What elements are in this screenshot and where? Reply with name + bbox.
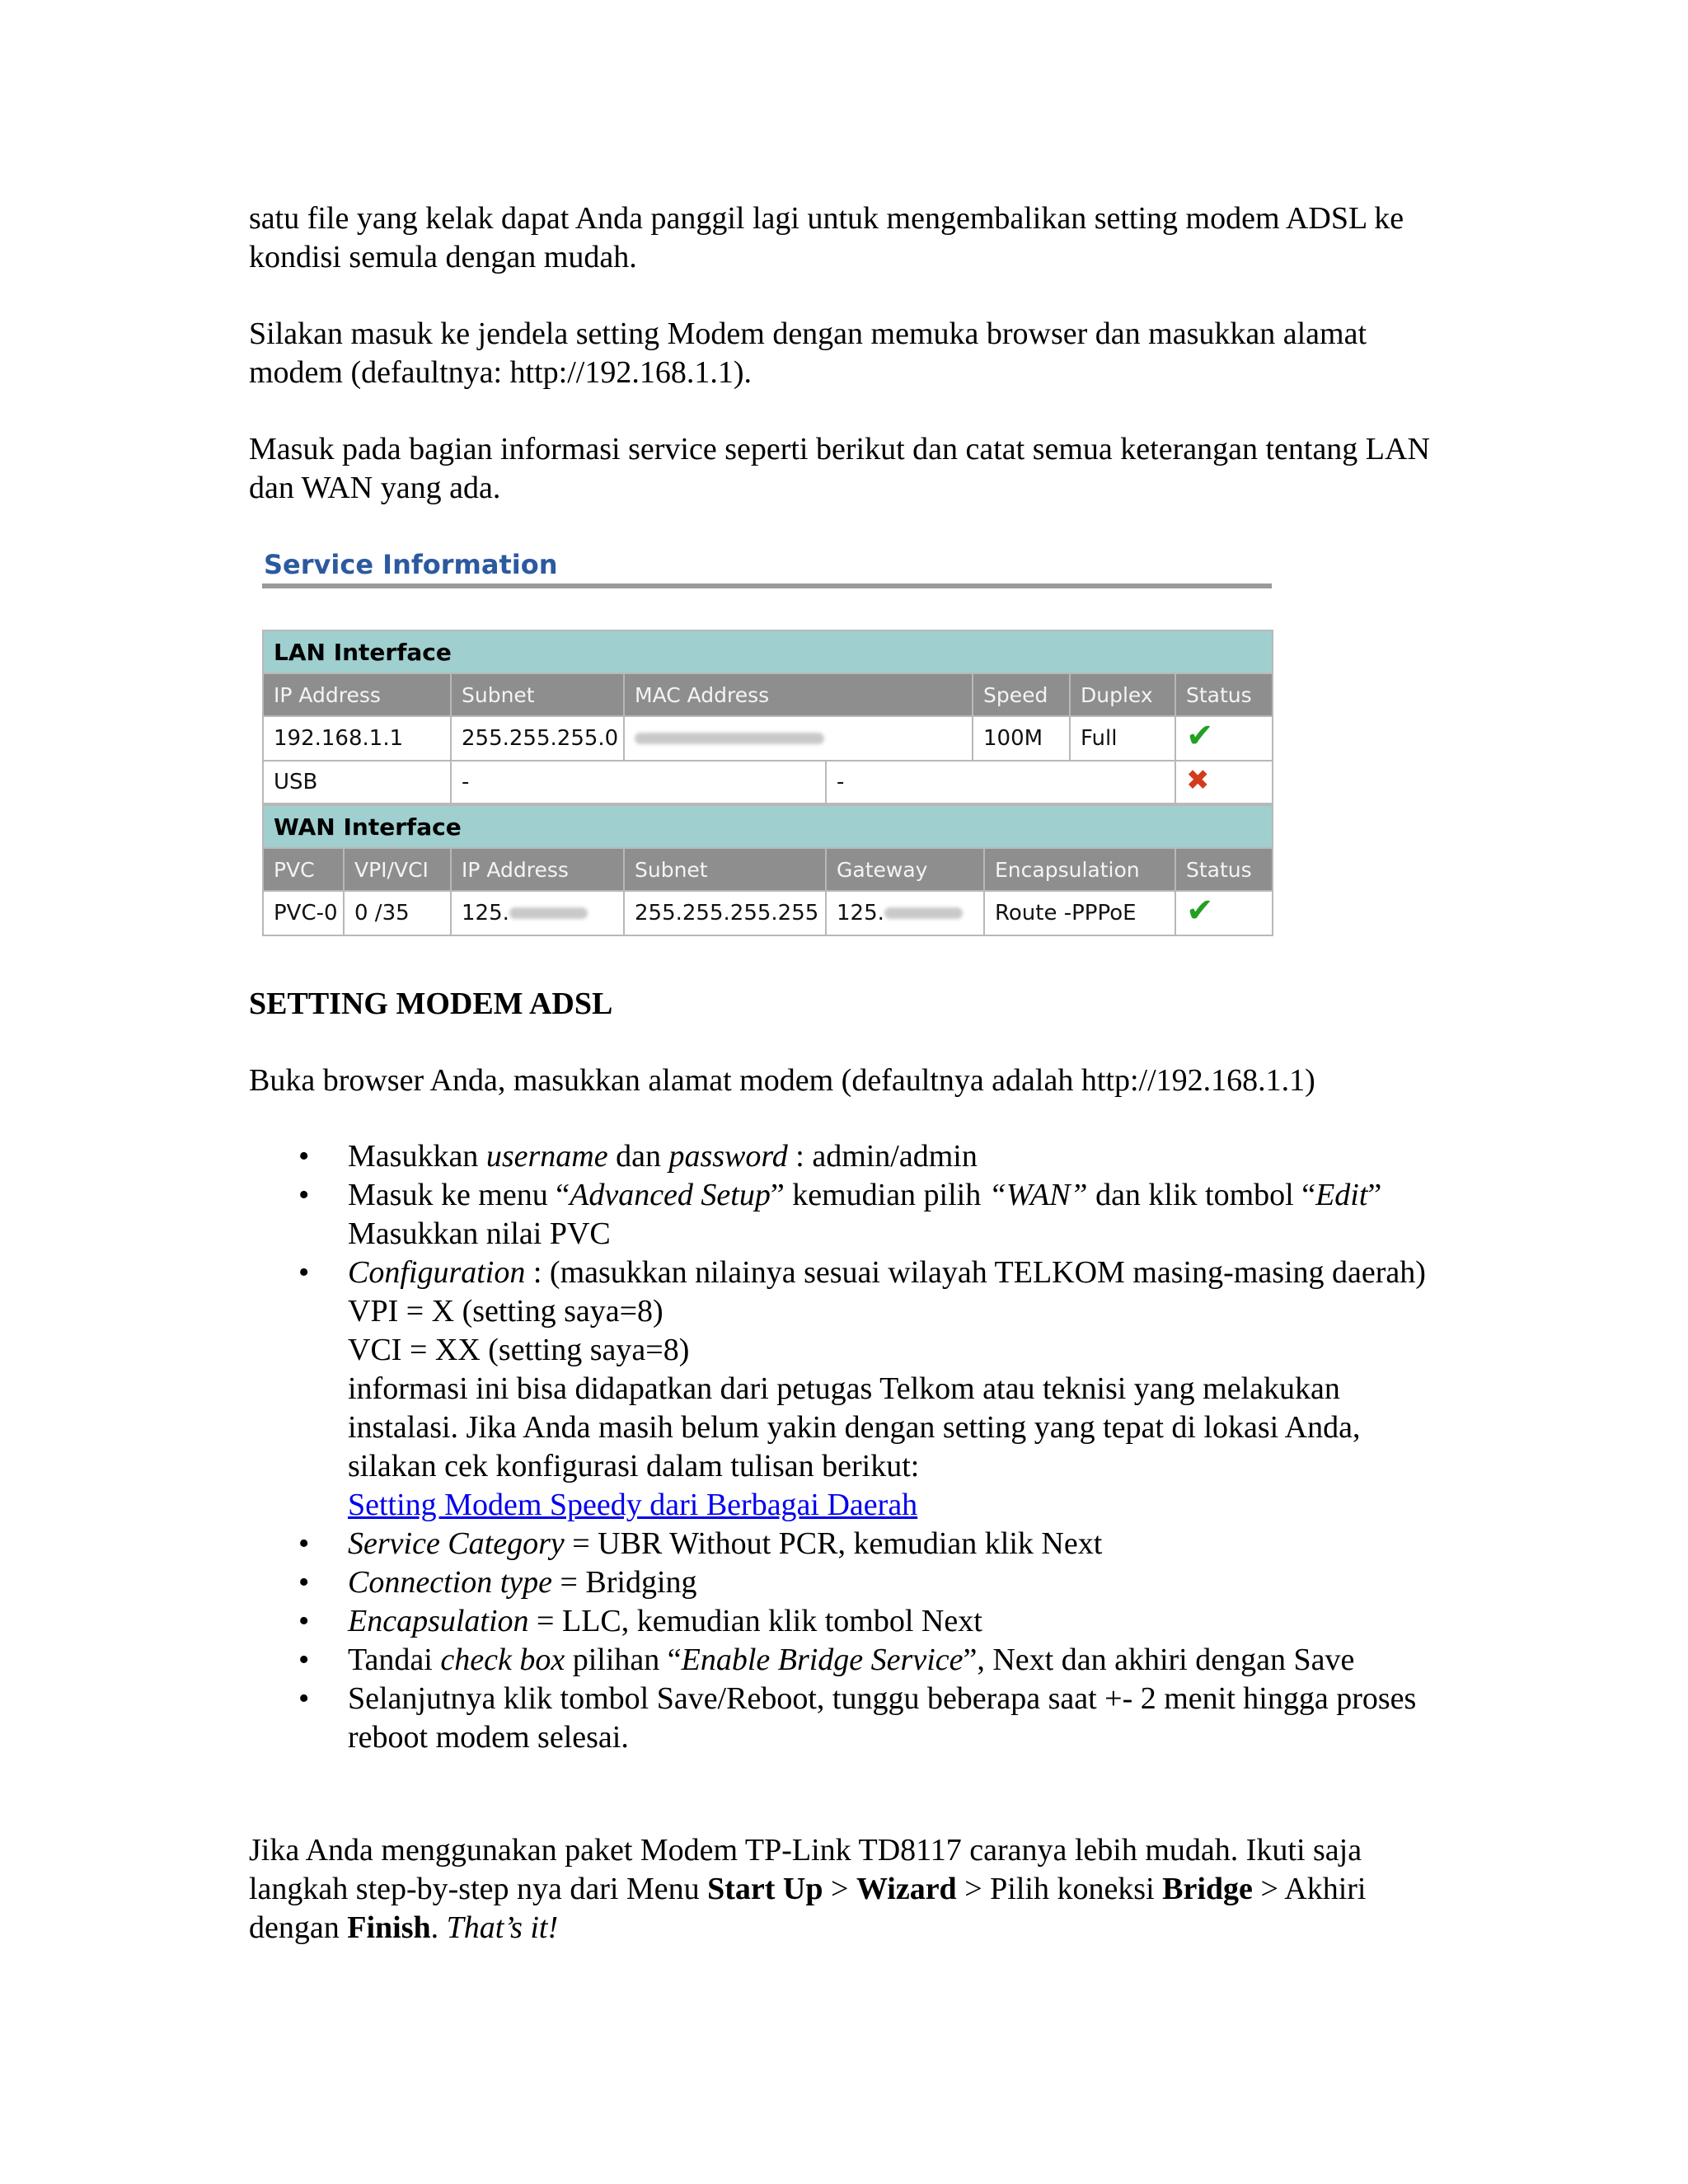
wan-section-header <box>263 805 1273 848</box>
text: dan klik tombol “ <box>1087 1178 1316 1212</box>
text: Masuk ke menu “ <box>348 1178 570 1212</box>
paragraph-service-info: Masuk pada bagian informasi service seperti berikut dan catat semua keterangan tentang LAN dan WAN yang ada. <box>249 432 1430 505</box>
text: = UBR Without PCR, kemudian klik Next <box>564 1526 1103 1561</box>
bold-text: Wizard <box>856 1872 957 1906</box>
redacted-blur <box>884 907 963 919</box>
text: Selanjutnya klik tombol Save/Reboot, tunggu beberapa saat +- 2 menit hingga proses reboot modem selesai. <box>348 1681 1417 1755</box>
paragraph-open-browser: Buka browser Anda, masukkan alamat modem (defaultnya adalah http://192.168.1.1) <box>249 1063 1315 1098</box>
col-gateway: Gateway <box>826 848 984 891</box>
wan-column-headers <box>263 848 1273 891</box>
check-icon: ✔ <box>1186 892 1214 930</box>
italic-text: Advanced Setup <box>570 1178 771 1212</box>
text: = LLC, kemudian klik tombol Next <box>528 1604 982 1638</box>
vci-line: VCI = XX (setting saya=8) <box>348 1333 690 1367</box>
lan-status-cell <box>1175 716 1273 761</box>
check-icon: ✔ <box>1186 717 1214 755</box>
lan-section-header <box>263 630 1273 673</box>
list-item <box>249 1176 1452 1254</box>
text: Jika Anda menggunakan paket Modem TP-Link TD8117 caranya lebih mudah. Ikuti saja langkah step-by-step nya dari Menu <box>249 1833 1362 1906</box>
text: ”, Next dan akhiri dengan Save <box>963 1643 1355 1677</box>
vpi-vci-value: 0 /35 <box>344 891 451 935</box>
lan-section-title: LAN Interface <box>263 630 1273 673</box>
col-wan-status: Status <box>1175 848 1273 891</box>
list-item <box>249 1680 1452 1757</box>
text: ” Masukkan nilai PVC <box>348 1178 1382 1251</box>
usb-subnet-value: - <box>451 761 826 804</box>
wan-status-cell <box>1175 891 1273 935</box>
gateway-value <box>826 891 984 935</box>
italic-text: Configuration <box>348 1255 526 1290</box>
col-encapsulation: Encapsulation <box>984 848 1175 891</box>
text: . <box>430 1910 447 1945</box>
list-item <box>249 1563 1452 1602</box>
bullet-icon: • <box>298 1643 310 1677</box>
info-text: informasi ini bisa didapatkan dari petugas Telkom atau teknisi yang melakukan instalasi. Jika Anda masih belum yakin dengan setting yang tepat di lokasi Anda, silakan cek konfigurasi dalam tulisan berikut: <box>348 1371 1361 1483</box>
bullet-icon: • <box>298 1255 310 1290</box>
paragraph-open-settings: Silakan masuk ke jendela setting Modem dengan memuka browser dan masukkan alamat modem (defaultnya: http://192.168.1.1). <box>249 316 1367 390</box>
bullet-icon: • <box>298 1565 310 1600</box>
service-information-screenshot <box>262 537 1272 949</box>
pvc-value: PVC-0 <box>263 891 344 935</box>
service-information-title: Service Information <box>264 549 558 580</box>
list-item <box>249 1137 1452 1176</box>
table-row <box>263 716 1273 761</box>
bullet-icon: • <box>298 1681 310 1716</box>
list-item <box>249 1602 1452 1641</box>
paragraph-intro: satu file yang kelak dapat Anda panggil lagi untuk mengembalikan setting modem ADSL ke kondisi semula dengan mudah. <box>249 201 1404 274</box>
italic-text: username <box>485 1139 608 1174</box>
text: : (masukkan nilainya sesuai wilayah TELKOM masing-masing daerah) <box>525 1255 1426 1290</box>
vpi-line: VPI = X (setting saya=8) <box>348 1294 663 1329</box>
col-ip-address: IP Address <box>263 673 451 716</box>
bullet-icon: • <box>298 1604 310 1638</box>
redacted-blur <box>509 907 588 919</box>
bold-text: Start Up <box>707 1872 823 1906</box>
italic-text: “WAN” <box>988 1178 1088 1212</box>
italic-text: Edit <box>1315 1178 1368 1212</box>
usb-mac-value: - <box>826 761 1175 804</box>
bullet-icon: • <box>298 1526 310 1561</box>
italic-text: password <box>668 1139 788 1174</box>
italic-text: Encapsulation <box>348 1604 529 1638</box>
wan-ip-prefix: 125. <box>462 900 509 926</box>
text: > Akhiri dengan <box>249 1872 1367 1945</box>
italic-text: Service Category <box>348 1526 565 1561</box>
col-status: Status <box>1175 673 1273 716</box>
italic-text: Enable Bridge Service <box>681 1643 964 1677</box>
usb-label: USB <box>263 761 451 804</box>
list-item <box>249 1254 1452 1525</box>
text: Tandai <box>348 1643 441 1677</box>
bold-text: Bridge <box>1162 1872 1253 1906</box>
lan-mac-value-redacted <box>624 716 973 761</box>
title-divider <box>262 583 1272 588</box>
bullet-icon: • <box>298 1139 310 1174</box>
text: = Bridging <box>551 1565 697 1600</box>
italic-text: That’s it! <box>446 1910 559 1945</box>
col-mac-address: MAC Address <box>624 673 973 716</box>
wan-subnet-value: 255.255.255.255 <box>624 891 826 935</box>
steps-list <box>249 1137 1452 1757</box>
setting-modem-link[interactable]: Setting Modem Speedy dari Berbagai Daerah <box>348 1488 918 1522</box>
col-duplex: Duplex <box>1070 673 1175 716</box>
gateway-prefix: 125. <box>837 900 884 926</box>
usb-status-cell <box>1175 761 1273 804</box>
wan-ip-value <box>451 891 624 935</box>
encapsulation-value: Route -PPPoE <box>984 891 1175 935</box>
col-pvc: PVC <box>263 848 344 891</box>
table-row <box>263 891 1273 935</box>
col-subnet: Subnet <box>451 673 624 716</box>
wan-section-title: WAN Interface <box>263 805 1273 848</box>
section-heading: SETTING MODEM ADSL <box>249 987 613 1021</box>
col-wan-ip-address: IP Address <box>451 848 624 891</box>
text: ” kemudian pilih <box>770 1178 989 1212</box>
col-vpi-vci: VPI/VCI <box>344 848 451 891</box>
lan-column-headers <box>263 673 1273 716</box>
italic-text: check box <box>440 1643 565 1677</box>
list-item <box>249 1641 1452 1680</box>
bold-text: Finish <box>347 1910 431 1945</box>
table-row <box>263 761 1273 804</box>
text: > <box>823 1872 856 1906</box>
col-speed: Speed <box>973 673 1070 716</box>
text: dan <box>607 1139 669 1174</box>
lan-subnet-value: 255.255.255.0 <box>451 716 624 761</box>
list-item <box>249 1525 1452 1563</box>
lan-ip-value: 192.168.1.1 <box>263 716 451 761</box>
col-wan-subnet: Subnet <box>624 848 826 891</box>
lan-speed-value: 100M <box>973 716 1070 761</box>
paragraph-tplink <box>249 1831 1452 1947</box>
italic-text: Connection type <box>348 1565 552 1600</box>
bullet-icon: • <box>298 1178 310 1212</box>
lan-duplex-value: Full <box>1070 716 1175 761</box>
text: > Pilih koneksi <box>956 1872 1163 1906</box>
cross-icon: ✖ <box>1186 764 1210 797</box>
redacted-blur <box>635 733 824 744</box>
text: pilihan “ <box>565 1643 682 1677</box>
wan-interface-table <box>262 804 1273 936</box>
lan-interface-table <box>262 630 1273 804</box>
text: : admin/admin <box>787 1139 978 1174</box>
text: Masukkan <box>348 1139 486 1174</box>
